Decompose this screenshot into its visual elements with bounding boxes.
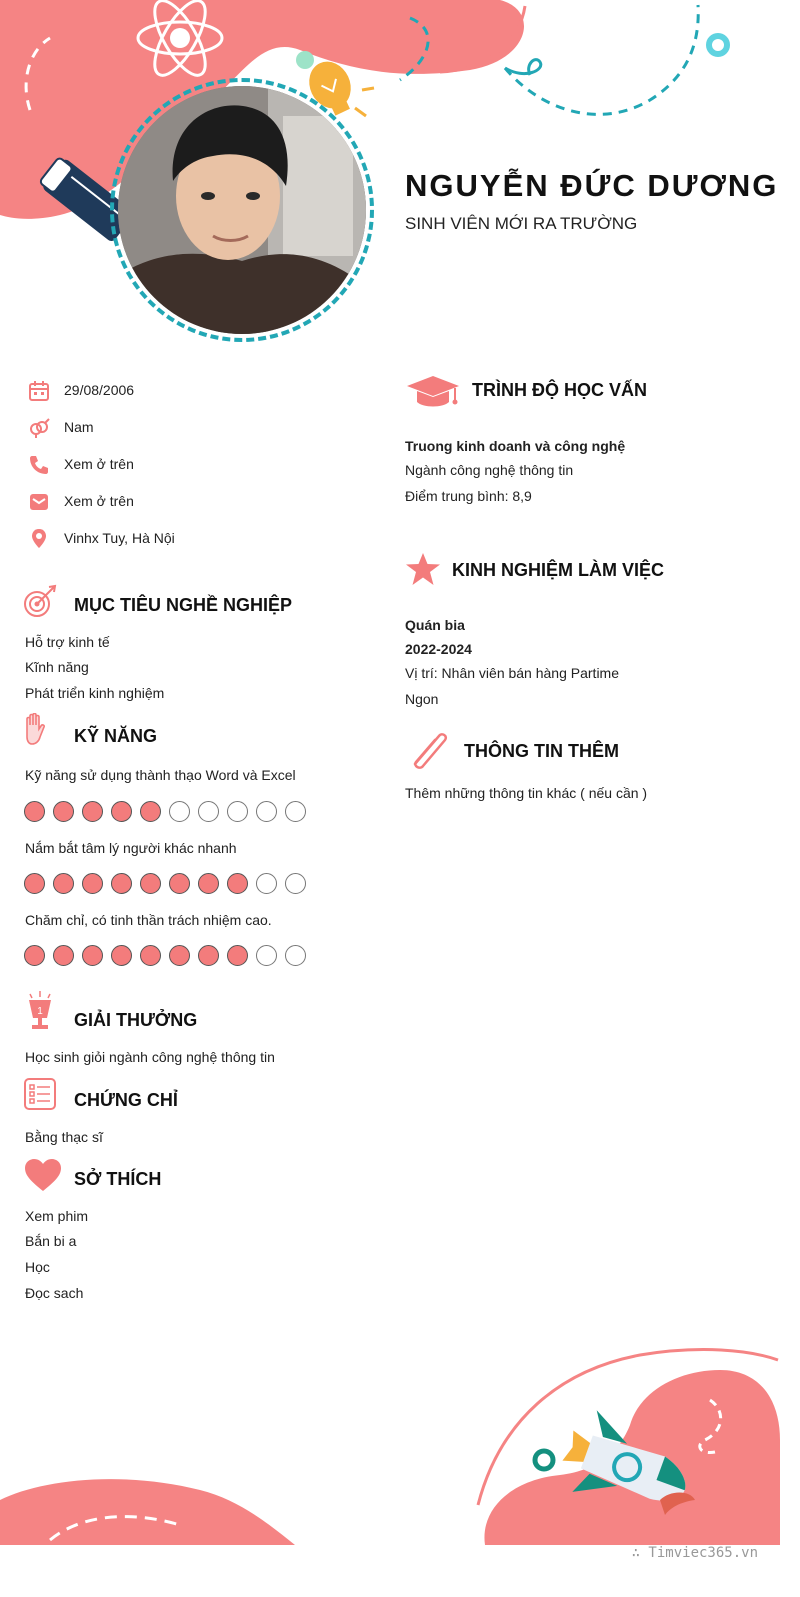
skill-dot-filled (169, 945, 190, 966)
section-title-additional: THÔNG TIN THÊM (464, 741, 619, 761)
candidate-title: SINH VIÊN MỚI RA TRƯỜNG (405, 214, 638, 233)
graduation-cap-icon (405, 374, 461, 410)
contact-text: Nam (64, 419, 94, 435)
contact-text: Xem ở trên (64, 493, 134, 509)
award-line: Học sinh giỏi ngành công nghệ thông tin (25, 1049, 275, 1065)
skill-dot-filled (24, 945, 45, 966)
skill-dot-empty (169, 801, 190, 822)
education-gpa: Điểm trung bình: 8,9 (405, 488, 532, 504)
hand-icon (22, 713, 48, 747)
skill-dot-filled (111, 801, 132, 822)
email-icon (28, 491, 50, 513)
experience-position: Vị trí: Nhân viên bán hàng Partime (405, 665, 620, 681)
target-icon (22, 584, 58, 620)
skill-dot-empty (227, 801, 248, 822)
skill-dot-empty (285, 801, 306, 822)
svg-text:1: 1 (37, 1006, 43, 1017)
section-title-hobbies: SỞ THÍCH (74, 1169, 162, 1189)
skill-name: Nắm bắt tâm lý người khác nhanh (25, 840, 237, 856)
profile-photo-frame (110, 78, 374, 342)
section-title-skills: KỸ NĂNG (74, 726, 158, 746)
skill-dot-filled (198, 945, 219, 966)
experience-period: 2022-2024 (405, 641, 472, 657)
paperclip-icon (405, 728, 451, 772)
skill-dot-empty (198, 801, 219, 822)
phone-icon (28, 454, 50, 476)
hobby-line: Xem phim (25, 1208, 89, 1224)
skill-dot-empty (285, 873, 306, 894)
skill-dot-filled (82, 873, 103, 894)
calendar-icon (28, 380, 50, 402)
section-title-experience: KINH NGHIỆM LÀM VIỆC (452, 560, 665, 580)
skill-dot-filled (169, 873, 190, 894)
skill-dot-filled (111, 873, 132, 894)
skill-dot-filled (82, 801, 103, 822)
star-icon (405, 552, 441, 586)
skill-dot-filled (227, 945, 248, 966)
experience-company: Quán bia (405, 617, 465, 633)
hobby-line: Học (25, 1259, 50, 1275)
education-major: Ngành công nghệ thông tin (405, 462, 574, 478)
objective-line: Hỗ trợ kinh tế (25, 634, 110, 650)
skill-dot-filled (53, 873, 74, 894)
skill-dot-filled (53, 945, 74, 966)
checklist-icon (24, 1078, 56, 1110)
gender-icon (28, 417, 50, 439)
contact-text: Vinhx Tuy, Hà Nội (64, 530, 175, 546)
contact-text: 29/08/2006 (64, 382, 135, 398)
education-school: Truong kinh doanh và công nghệ (405, 438, 626, 454)
skill-dot-empty (256, 873, 277, 894)
skill-dot-filled (24, 873, 45, 894)
skill-dot-filled (53, 801, 74, 822)
additional-text: Thêm những thông tin khác ( nếu cần ) (405, 785, 648, 801)
location-icon (28, 528, 50, 550)
skill-name: Kỹ năng sử dụng thành thạo Word và Excel (25, 767, 296, 783)
heart-icon (24, 1158, 62, 1192)
skill-dot-filled (82, 945, 103, 966)
experience-description: Ngon (405, 691, 439, 707)
trophy-icon (22, 988, 58, 1032)
candidate-name: NGUYỄN ĐỨC DƯƠNG (405, 168, 779, 203)
objective-line: Kĩnh năng (25, 659, 89, 675)
skill-dot-filled (140, 945, 161, 966)
skill-dot-filled (140, 873, 161, 894)
watermark: ∴ Timviec365.vn (631, 1545, 758, 1561)
skill-dot-filled (140, 801, 161, 822)
avatar (118, 86, 366, 334)
skill-dot-filled (24, 801, 45, 822)
hobby-line: Bắn bi a (25, 1233, 77, 1249)
skill-dot-empty (285, 945, 306, 966)
section-title-objective: MỤC TIÊU NGHỀ NGHIỆP (74, 595, 293, 615)
skill-dot-filled (111, 945, 132, 966)
footer-decoration (0, 1340, 800, 1545)
section-title-education: TRÌNH ĐỘ HỌC VẤN (472, 380, 647, 400)
contact-text: Xem ở trên (64, 456, 134, 472)
skill-name: Chăm chỉ, có tinh thần trách nhiệm cao. (25, 912, 272, 928)
section-title-awards: GIẢI THƯỞNG (74, 1010, 198, 1030)
section-title-certificates: CHỨNG CHỈ (74, 1090, 178, 1110)
skill-dot-filled (227, 873, 248, 894)
skill-dot-empty (256, 801, 277, 822)
skill-dot-filled (198, 873, 219, 894)
skill-dot-empty (256, 945, 277, 966)
certificate-line: Bằng thạc sĩ (25, 1129, 103, 1145)
objective-line: Phát triển kinh nghiệm (25, 685, 165, 701)
hobby-line: Đọc sach (25, 1285, 84, 1301)
